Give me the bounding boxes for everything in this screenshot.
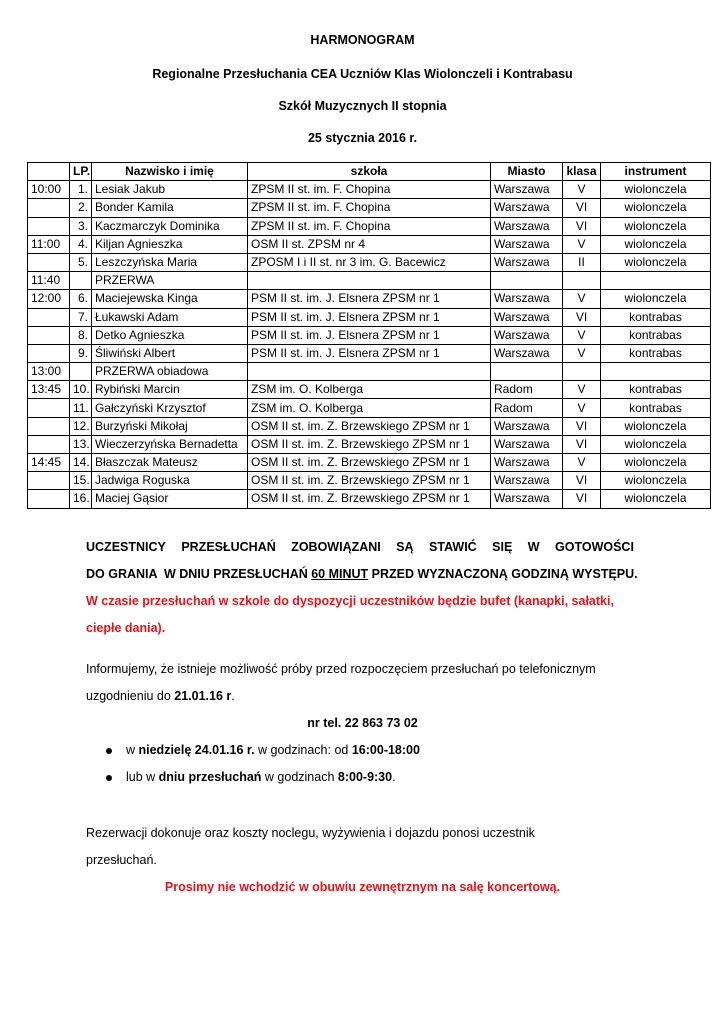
notice-word: SĄ xyxy=(396,540,414,554)
class-cell: V xyxy=(563,454,601,472)
lp-cell: 14. xyxy=(70,454,92,472)
instrument-cell: wiolonczela xyxy=(601,235,711,253)
city-cell: Warszawa xyxy=(491,435,563,453)
lp-cell: 7. xyxy=(70,308,92,326)
column-header-instrument: instrument xyxy=(601,163,711,181)
school-cell: ZPOSM I i II st. nr 3 im. G. Bacewicz xyxy=(248,253,491,271)
instrument-cell: wiolonczela xyxy=(601,217,711,235)
notice-word: SIĘ xyxy=(492,540,513,554)
notice-word: W xyxy=(527,540,540,554)
date-line: 25 stycznia 2016 r. xyxy=(307,131,418,145)
column-header-time xyxy=(28,163,70,181)
class-cell: V xyxy=(563,235,601,253)
class-cell: II xyxy=(563,253,601,271)
time-cell xyxy=(28,308,70,326)
city-cell: Radom xyxy=(491,399,563,417)
instrument-cell: wiolonczela xyxy=(601,199,711,217)
schedule-table xyxy=(27,162,711,509)
info-deadline: 21.01.16 r xyxy=(174,689,232,703)
notice-word: STAWIĆ xyxy=(429,540,477,554)
time-cell xyxy=(28,344,70,362)
name-cell: Śliwiński Albert xyxy=(92,344,248,362)
instrument-cell: wiolonczela xyxy=(601,417,711,435)
school-cell: PSM II st. im. J. Elsnera ZPSM nr 1 xyxy=(248,326,491,344)
time-cell: 10:00 xyxy=(28,181,70,199)
name-cell: Łukawski Adam xyxy=(92,308,248,326)
info-text: uzgodnieniu do xyxy=(86,689,175,703)
break-row xyxy=(28,272,711,290)
time-cell: 14:45 xyxy=(28,454,70,472)
city-cell: Warszawa xyxy=(491,326,563,344)
instrument-cell: kontrabas xyxy=(601,326,711,344)
column-header-lp: LP. xyxy=(70,163,92,181)
class-cell: VI xyxy=(563,199,601,217)
city-cell: Warszawa xyxy=(491,490,563,508)
bullet-text: w xyxy=(126,743,139,757)
bullet-text: . xyxy=(392,770,396,784)
school-cell: ZSM im. O. Kolberga xyxy=(248,399,491,417)
city-cell: Radom xyxy=(491,381,563,399)
lp-cell: 3. xyxy=(70,217,92,235)
bullet-text: w godzinach: od xyxy=(254,743,352,757)
lp-cell: 10. xyxy=(70,381,92,399)
school-cell: OSM II st. im. Z. Brzewskiego ZPSM nr 1 xyxy=(248,435,491,453)
name-cell: Bonder Kamila xyxy=(92,199,248,217)
city-cell: Warszawa xyxy=(491,253,563,271)
time-cell xyxy=(28,399,70,417)
bullet-emphasis: 8:00-9:30 xyxy=(337,770,393,784)
name-cell: Kaczmarczyk Dominika xyxy=(92,217,248,235)
break-row xyxy=(28,363,711,381)
class-cell xyxy=(563,363,601,381)
instrument-cell: wiolonczela xyxy=(601,490,711,508)
instrument-cell xyxy=(601,272,711,290)
bullet-text: lub w xyxy=(126,770,159,784)
name-cell: Gałczyński Krzysztof xyxy=(92,399,248,417)
school-cell: OSM II st. im. Z. Brzewskiego ZPSM nr 1 xyxy=(248,417,491,435)
table-row xyxy=(28,435,711,453)
notice-line-1 xyxy=(86,540,634,554)
table-row xyxy=(28,381,711,399)
bullet-item-1 xyxy=(106,743,420,757)
table-row xyxy=(28,181,711,199)
class-cell: VI xyxy=(563,490,601,508)
city-cell: Warszawa xyxy=(491,308,563,326)
lp-cell: 2. xyxy=(70,199,92,217)
notice-emphasis: 60 MINUT xyxy=(311,567,369,581)
table-header-row xyxy=(28,163,711,181)
class-cell: VI xyxy=(563,308,601,326)
instrument-cell: wiolonczela xyxy=(601,472,711,490)
time-cell: 13:45 xyxy=(28,381,70,399)
time-cell: 12:00 xyxy=(28,290,70,308)
name-cell: Leszczyńska Maria xyxy=(92,253,248,271)
time-cell: 11:00 xyxy=(28,235,70,253)
lp-cell: 12. xyxy=(70,417,92,435)
class-cell: V xyxy=(563,181,601,199)
table-row xyxy=(28,417,711,435)
column-header-class: klasa xyxy=(563,163,601,181)
notice-line-2 xyxy=(86,567,638,581)
bullet-item-2 xyxy=(106,770,396,784)
school-cell: PSM II st. im. J. Elsnera ZPSM nr 1 xyxy=(248,308,491,326)
school-cell: OSM II st. im. Z. Brzewskiego ZPSM nr 1 xyxy=(248,454,491,472)
class-cell: VI xyxy=(563,417,601,435)
table-row xyxy=(28,235,711,253)
table-row xyxy=(28,326,711,344)
city-cell: Warszawa xyxy=(491,181,563,199)
instrument-cell: kontrabas xyxy=(601,381,711,399)
info-line-2 xyxy=(86,689,235,703)
city-cell: Warszawa xyxy=(491,472,563,490)
bullet-text: w godzinach xyxy=(261,770,338,784)
phone-number: nr tel. 22 863 73 02 xyxy=(307,716,418,730)
bullet-emphasis: dniu przesłuchań xyxy=(158,770,262,784)
name-cell: PRZERWA xyxy=(92,272,248,290)
school-cell: OSM II st. im. Z. Brzewskiego ZPSM nr 1 xyxy=(248,472,491,490)
instrument-cell: wiolonczela xyxy=(601,435,711,453)
school-cell: ZPSM II st. im. F. Chopina xyxy=(248,199,491,217)
notice-text: PRZED WYZNACZONĄ GODZINĄ WYSTĘPU. xyxy=(368,567,638,581)
school-cell: ZPSM II st. im. F. Chopina xyxy=(248,217,491,235)
footer-line-2: przesłuchań. xyxy=(86,853,157,867)
table-row xyxy=(28,344,711,362)
subtitle-line-2: Szkół Muzycznych II stopnia xyxy=(278,99,447,113)
instrument-cell: wiolonczela xyxy=(601,253,711,271)
bullet-emphasis: niedzielę 24.01.16 r. xyxy=(138,743,255,757)
city-cell: Warszawa xyxy=(491,417,563,435)
name-cell: Błaszczak Mateusz xyxy=(92,454,248,472)
instrument-cell: kontrabas xyxy=(601,308,711,326)
name-cell: Maciej Gąsior xyxy=(92,490,248,508)
table-row xyxy=(28,290,711,308)
bullet-icon xyxy=(106,775,112,781)
column-header-city: Miasto xyxy=(491,163,563,181)
notice-word: PRZESŁUCHAŃ xyxy=(181,540,276,554)
bullet-emphasis: 16:00-18:00 xyxy=(351,743,420,757)
time-cell: 13:00 xyxy=(28,363,70,381)
school-cell: ZSM im. O. Kolberga xyxy=(248,381,491,399)
city-cell xyxy=(491,363,563,381)
name-cell: Detko Agnieszka xyxy=(92,326,248,344)
column-header-name: Nazwisko i imię xyxy=(92,163,248,181)
lp-cell: 1. xyxy=(70,181,92,199)
instrument-cell: wiolonczela xyxy=(601,290,711,308)
table-row xyxy=(28,490,711,508)
time-cell xyxy=(28,490,70,508)
table-row xyxy=(28,253,711,271)
lp-cell: 15. xyxy=(70,472,92,490)
name-cell: Jadwiga Roguska xyxy=(92,472,248,490)
instrument-cell xyxy=(601,363,711,381)
lp-cell: 16. xyxy=(70,490,92,508)
city-cell: Warszawa xyxy=(491,199,563,217)
class-cell: VI xyxy=(563,435,601,453)
city-cell: Warszawa xyxy=(491,454,563,472)
class-cell: V xyxy=(563,344,601,362)
column-header-school: szkoła xyxy=(248,163,491,181)
lp-cell: 13. xyxy=(70,435,92,453)
city-cell: Warszawa xyxy=(491,344,563,362)
class-cell: V xyxy=(563,381,601,399)
document-title: HARMONOGRAM xyxy=(310,33,415,47)
buffet-notice-line-1: W czasie przesłuchań w szkole do dyspozycji uczestników będzie bufet (kanapki, sałatki, xyxy=(86,594,614,608)
table-row xyxy=(28,399,711,417)
notice-word: ZOBOWIĄZANI xyxy=(291,540,381,554)
name-cell: PRZERWA obiadowa xyxy=(92,363,248,381)
class-cell: VI xyxy=(563,472,601,490)
class-cell: V xyxy=(563,399,601,417)
table-row xyxy=(28,454,711,472)
city-cell xyxy=(491,272,563,290)
lp-cell: 8. xyxy=(70,326,92,344)
buffet-notice-line-2: ciepłe dania). xyxy=(86,621,166,635)
school-cell: OSM II st. ZPSM nr 4 xyxy=(248,235,491,253)
time-cell xyxy=(28,435,70,453)
lp-cell: 4. xyxy=(70,235,92,253)
time-cell xyxy=(28,217,70,235)
class-cell: V xyxy=(563,290,601,308)
school-cell: PSM II st. im. J. Elsnera ZPSM nr 1 xyxy=(248,344,491,362)
table-row xyxy=(28,472,711,490)
lp-cell xyxy=(70,272,92,290)
footer-warning: Prosimy nie wchodzić w obuwiu zewnętrznym na salę koncertową. xyxy=(164,880,561,894)
school-cell xyxy=(248,363,491,381)
notice-word: UCZESTNICY xyxy=(86,540,166,554)
school-cell: PSM II st. im. J. Elsnera ZPSM nr 1 xyxy=(248,290,491,308)
time-cell xyxy=(28,253,70,271)
city-cell: Warszawa xyxy=(491,235,563,253)
info-text: . xyxy=(231,689,235,703)
notice-text: DO GRANIA W DNIU PRZESŁUCHAŃ xyxy=(86,567,312,581)
school-cell: ZPSM II st. im. F. Chopina xyxy=(248,181,491,199)
time-cell xyxy=(28,417,70,435)
lp-cell: 6. xyxy=(70,290,92,308)
notice-word: GOTOWOŚCI xyxy=(555,540,634,554)
city-cell: Warszawa xyxy=(491,217,563,235)
table-row xyxy=(28,308,711,326)
instrument-cell: kontrabas xyxy=(601,399,711,417)
name-cell: Kiljan Agnieszka xyxy=(92,235,248,253)
bullet-icon xyxy=(106,748,112,754)
name-cell: Rybiński Marcin xyxy=(92,381,248,399)
name-cell: Burzyński Mikołaj xyxy=(92,417,248,435)
class-cell: V xyxy=(563,326,601,344)
lp-cell: 9. xyxy=(70,344,92,362)
info-line-1: Informujemy, że istnieje możliwość próby przed rozpoczęciem przesłuchań po telefonicznym xyxy=(86,662,596,676)
lp-cell: 5. xyxy=(70,253,92,271)
school-cell xyxy=(248,272,491,290)
table-row xyxy=(28,217,711,235)
subtitle-line-1: Regionalne Przesłuchania CEA Uczniów Klas Wiolonczeli i Kontrabasu xyxy=(152,67,573,81)
footer-line-1: Rezerwacji dokonuje oraz koszty noclegu, wyżywienia i dojazdu ponosi uczestnik xyxy=(86,826,535,840)
table-row xyxy=(28,199,711,217)
lp-cell: 11. xyxy=(70,399,92,417)
name-cell: Lesiak Jakub xyxy=(92,181,248,199)
instrument-cell: wiolonczela xyxy=(601,454,711,472)
time-cell xyxy=(28,199,70,217)
class-cell: VI xyxy=(563,217,601,235)
name-cell: Wieczerzyńska Bernadetta xyxy=(92,435,248,453)
instrument-cell: kontrabas xyxy=(601,344,711,362)
time-cell xyxy=(28,472,70,490)
city-cell: Warszawa xyxy=(491,290,563,308)
name-cell: Maciejewska Kinga xyxy=(92,290,248,308)
time-cell: 11:40 xyxy=(28,272,70,290)
school-cell: OSM II st. im. Z. Brzewskiego ZPSM nr 1 xyxy=(248,490,491,508)
lp-cell xyxy=(70,363,92,381)
instrument-cell: wiolonczela xyxy=(601,181,711,199)
class-cell xyxy=(563,272,601,290)
time-cell xyxy=(28,326,70,344)
